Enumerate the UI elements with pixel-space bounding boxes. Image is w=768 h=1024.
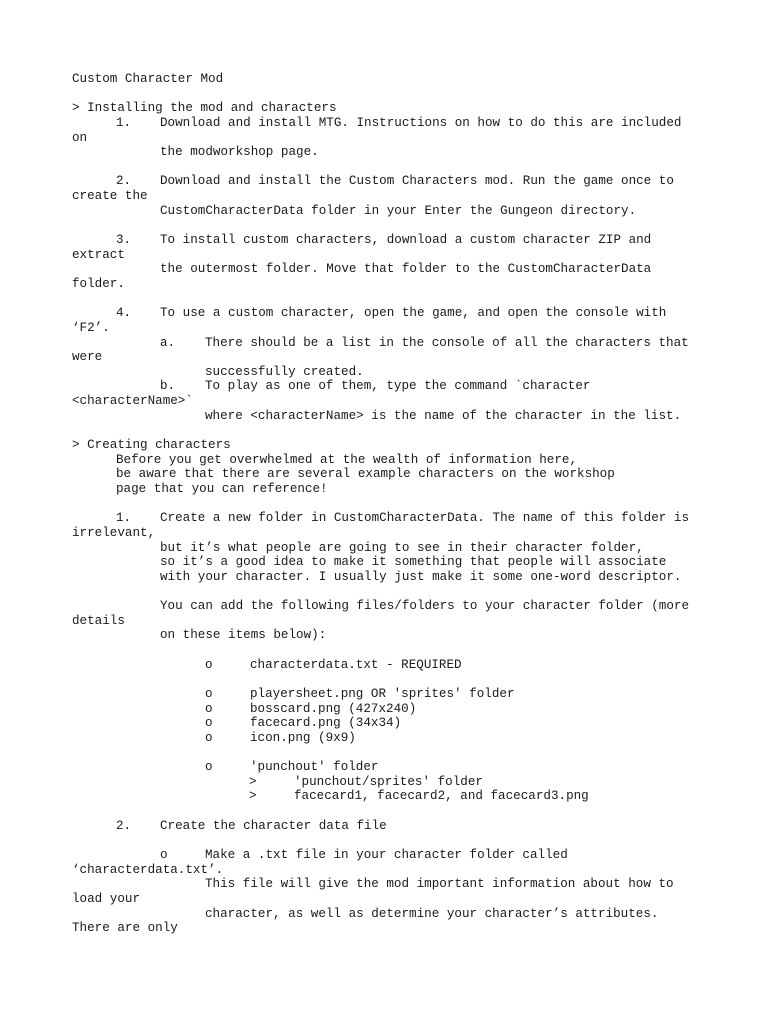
sub-bullet-marker: > <box>249 774 257 789</box>
bullet-continuation: character, as well as determine your character’s attributes. <box>205 906 659 921</box>
file-item <box>72 687 696 702</box>
bullet-marker: o <box>160 847 168 862</box>
wrap-line: extract <box>72 247 125 262</box>
wrap-line: create the <box>72 189 148 204</box>
intro-line: page that you can reference! <box>116 481 328 496</box>
sub-file-item <box>72 789 696 804</box>
step-continuation: the outermost folder. Move that folder to the CustomCharacterData <box>160 262 652 277</box>
file-item <box>72 760 696 775</box>
wrap-line: load your <box>72 891 141 906</box>
step-continuation: but it’s what people are going to see in their character folder, <box>160 540 644 555</box>
sub-file-item <box>72 775 696 790</box>
substep-marker: b. <box>160 379 176 394</box>
step-text: Create the character data file <box>160 818 387 833</box>
wrap-line: irrelevant, <box>72 525 156 540</box>
sub-file-item-text: facecard1, facecard2, and facecard3.png <box>294 789 589 804</box>
bullet-marker: o <box>205 686 213 701</box>
step-number: 2. <box>116 174 132 189</box>
install-step-1 <box>72 116 696 131</box>
sub-file-item-text: 'punchout/sprites' folder <box>294 774 483 789</box>
paragraph-line: You can add the following files/folders to your character folder (more <box>160 599 690 614</box>
wrap-line: There are only <box>72 921 178 936</box>
file-item <box>72 658 696 673</box>
file-item-text: facecard.png (34x34) <box>250 716 402 731</box>
substep-marker: a. <box>160 335 176 350</box>
step-text: Download and install the Custom Characters mod. Run the game once to <box>160 174 674 189</box>
wrap-line: on <box>72 130 88 145</box>
document-page <box>72 72 696 936</box>
create-step-1 <box>72 511 696 526</box>
file-item <box>72 702 696 717</box>
bullet-text: Make a .txt file in your character folder called <box>205 847 568 862</box>
step-number: 1. <box>116 115 132 130</box>
create-step-2 <box>72 819 696 834</box>
wrap-line: folder. <box>72 276 125 291</box>
doc-title: Custom Character Mod <box>72 72 224 86</box>
bullet-continuation: This file will give the mod important information about how to <box>205 877 674 892</box>
bullet-marker: o <box>205 716 213 731</box>
file-item-text: characterdata.txt - REQUIRED <box>250 657 462 672</box>
step-text: Download and install MTG. Instructions on how to do this are included <box>160 115 682 130</box>
substep-text: There should be a list in the console of all the characters that <box>205 335 689 350</box>
install-step-2 <box>72 174 696 189</box>
wrap-line: details <box>72 613 125 628</box>
substep-text: To play as one of them, type the command `character <box>205 379 591 394</box>
step-continuation: with your character. I usually just make it some one-word descriptor. <box>160 569 682 584</box>
step-text: To install custom characters, download a custom character ZIP and <box>160 233 652 248</box>
step-continuation: CustomCharacterData folder in your Enter the Gungeon directory. <box>160 203 637 218</box>
substep-b <box>72 379 696 394</box>
paragraph-line: on these items below): <box>160 628 327 643</box>
file-item-text: icon.png (9x9) <box>250 730 356 745</box>
file-item-text: bosscard.png (427x240) <box>250 701 417 716</box>
bullet-marker: o <box>205 730 213 745</box>
install-step-3 <box>72 233 696 248</box>
step-continuation: so it’s a good idea to make it something that people will associate <box>160 555 667 570</box>
wrap-line: were <box>72 350 103 365</box>
file-item <box>72 731 696 746</box>
file-item-text: 'punchout' folder <box>250 760 379 775</box>
wrap-line: <characterName>` <box>72 394 193 409</box>
intro-line: be aware that there are several example characters on the workshop <box>116 467 615 482</box>
file-item-text: playersheet.png OR 'sprites' folder <box>250 686 515 701</box>
bullet-marker: o <box>205 760 213 775</box>
substep-a <box>72 336 696 351</box>
step-text: Create a new folder in CustomCharacterData. The name of this folder is <box>160 511 690 526</box>
file-item <box>72 716 696 731</box>
step-number: 2. <box>116 818 132 833</box>
step-text: To use a custom character, open the game, and open the console with <box>160 306 667 321</box>
intro-line: Before you get overwhelmed at the wealth of information here, <box>116 452 578 467</box>
wrap-line: ‘F2’. <box>72 320 110 335</box>
wrap-line: ‘characterdata.txt’. <box>72 862 224 877</box>
section-heading-install: > Installing the mod and characters <box>72 101 337 116</box>
section-heading-create: > Creating characters <box>72 438 231 453</box>
step2-bullet <box>72 848 696 863</box>
bullet-marker: o <box>205 701 213 716</box>
install-step-4 <box>72 306 696 321</box>
step-number: 1. <box>116 511 132 526</box>
substep-continuation: successfully created. <box>205 364 364 379</box>
step-continuation: the modworkshop page. <box>160 145 319 160</box>
step-number: 3. <box>116 233 132 248</box>
sub-bullet-marker: > <box>249 789 257 804</box>
step-number: 4. <box>116 306 132 321</box>
substep-continuation: where <characterName> is the name of the character in the list. <box>205 408 682 423</box>
bullet-marker: o <box>205 657 213 672</box>
